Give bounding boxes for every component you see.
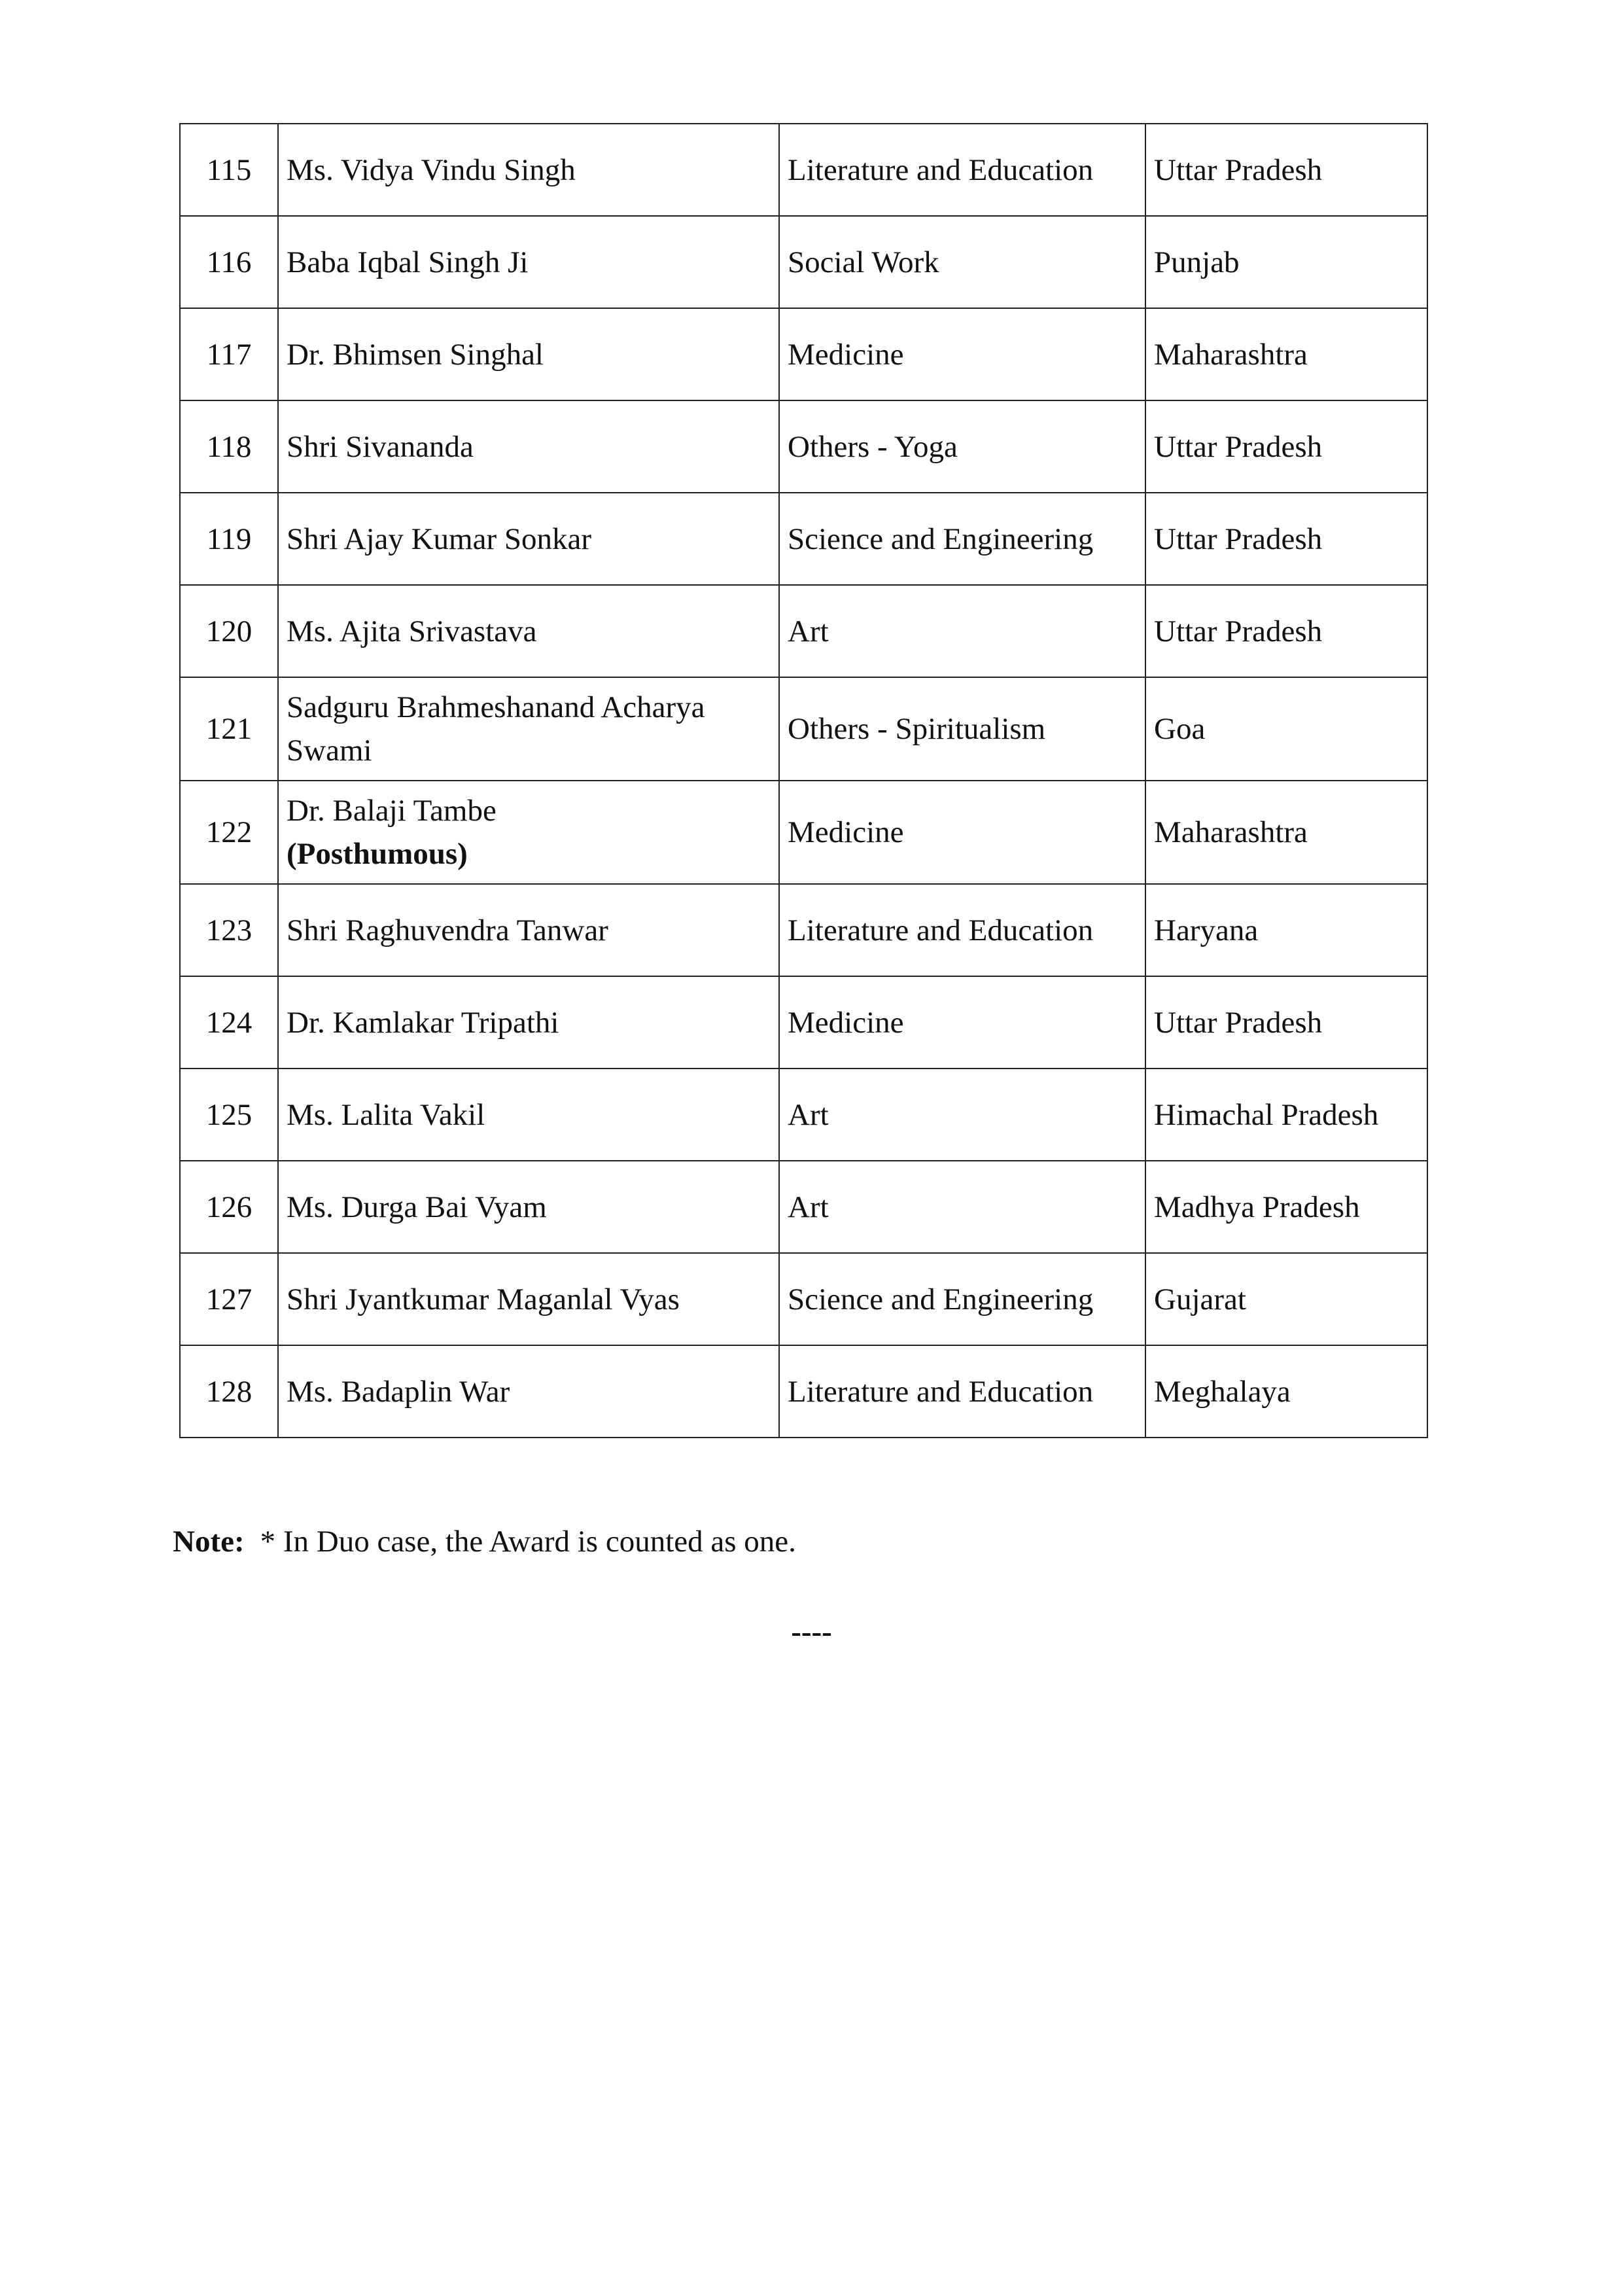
serial-number: 121 bbox=[180, 677, 278, 781]
serial-number: 116 bbox=[180, 216, 278, 308]
posthumous-label: (Posthumous) bbox=[287, 837, 468, 871]
awardee-name: Ms. Lalita Vakil bbox=[278, 1069, 779, 1161]
awardee-state: Maharashtra bbox=[1145, 781, 1427, 884]
award-field: Others - Yoga bbox=[779, 400, 1145, 493]
awardee-state: Uttar Pradesh bbox=[1145, 124, 1427, 216]
table-row bbox=[180, 781, 1427, 884]
serial-number: 125 bbox=[180, 1069, 278, 1161]
table-row bbox=[180, 976, 1427, 1069]
award-field: Literature and Education bbox=[779, 884, 1145, 976]
award-field: Literature and Education bbox=[779, 1345, 1145, 1438]
table-row bbox=[180, 1345, 1427, 1438]
awardee-name: Dr. Balaji Tambe bbox=[287, 794, 497, 828]
footnote bbox=[173, 1522, 796, 1561]
award-field: Medicine bbox=[779, 308, 1145, 400]
table-row bbox=[180, 1253, 1427, 1345]
award-field: Medicine bbox=[779, 781, 1145, 884]
serial-number: 119 bbox=[180, 493, 278, 585]
award-field: Art bbox=[779, 585, 1145, 677]
awardee-state: Goa bbox=[1145, 677, 1427, 781]
awardee-name: Shri Raghuvendra Tanwar bbox=[278, 884, 779, 976]
awardee-name: Shri Ajay Kumar Sonkar bbox=[278, 493, 779, 585]
awardee-name-cell bbox=[278, 781, 779, 884]
note-label: Note: bbox=[173, 1525, 245, 1559]
awardee-state: Gujarat bbox=[1145, 1253, 1427, 1345]
end-of-document-mark: ---- bbox=[791, 1615, 832, 1649]
awardee-name: Dr. Kamlakar Tripathi bbox=[278, 976, 779, 1069]
awardee-name: Baba Iqbal Singh Ji bbox=[278, 216, 779, 308]
awardee-state: Meghalaya bbox=[1145, 1345, 1427, 1438]
awardee-name: Dr. Bhimsen Singhal bbox=[278, 308, 779, 400]
awards-table bbox=[179, 123, 1428, 1438]
serial-number: 118 bbox=[180, 400, 278, 493]
table-row bbox=[180, 216, 1427, 308]
note-text: * In Duo case, the Award is counted as one. bbox=[260, 1525, 796, 1559]
awardee-name: Ms. Ajita Srivastava bbox=[278, 585, 779, 677]
awardee-name: Ms. Vidya Vindu Singh bbox=[278, 124, 779, 216]
awardee-state: Maharashtra bbox=[1145, 308, 1427, 400]
award-field: Medicine bbox=[779, 976, 1145, 1069]
serial-number: 120 bbox=[180, 585, 278, 677]
serial-number: 128 bbox=[180, 1345, 278, 1438]
awardee-state: Haryana bbox=[1145, 884, 1427, 976]
serial-number: 115 bbox=[180, 124, 278, 216]
serial-number: 124 bbox=[180, 976, 278, 1069]
awardee-state: Uttar Pradesh bbox=[1145, 400, 1427, 493]
award-field: Science and Engineering bbox=[779, 1253, 1145, 1345]
table-row bbox=[180, 677, 1427, 781]
awardee-name: Shri Jyantkumar Maganlal Vyas bbox=[278, 1253, 779, 1345]
table-row bbox=[180, 124, 1427, 216]
award-field: Art bbox=[779, 1161, 1145, 1253]
award-field: Science and Engineering bbox=[779, 493, 1145, 585]
table-row bbox=[180, 884, 1427, 976]
awardee-state: Uttar Pradesh bbox=[1145, 585, 1427, 677]
table-row bbox=[180, 1161, 1427, 1253]
award-field: Art bbox=[779, 1069, 1145, 1161]
serial-number: 117 bbox=[180, 308, 278, 400]
awardee-state: Uttar Pradesh bbox=[1145, 976, 1427, 1069]
awardee-name: Sadguru Brahmeshanand Acharya Swami bbox=[278, 677, 779, 781]
serial-number: 122 bbox=[180, 781, 278, 884]
awardee-state: Punjab bbox=[1145, 216, 1427, 308]
awardee-name: Shri Sivananda bbox=[278, 400, 779, 493]
awardee-name: Ms. Badaplin War bbox=[278, 1345, 779, 1438]
table-row bbox=[180, 1069, 1427, 1161]
table-row bbox=[180, 400, 1427, 493]
table-row bbox=[180, 585, 1427, 677]
table-row bbox=[180, 493, 1427, 585]
awardee-state: Himachal Pradesh bbox=[1145, 1069, 1427, 1161]
serial-number: 123 bbox=[180, 884, 278, 976]
award-field: Others - Spiritualism bbox=[779, 677, 1145, 781]
award-field: Literature and Education bbox=[779, 124, 1145, 216]
awardee-name: Ms. Durga Bai Vyam bbox=[278, 1161, 779, 1253]
award-field: Social Work bbox=[779, 216, 1145, 308]
table-row bbox=[180, 308, 1427, 400]
serial-number: 126 bbox=[180, 1161, 278, 1253]
awardee-state: Uttar Pradesh bbox=[1145, 493, 1427, 585]
serial-number: 127 bbox=[180, 1253, 278, 1345]
awardee-state: Madhya Pradesh bbox=[1145, 1161, 1427, 1253]
